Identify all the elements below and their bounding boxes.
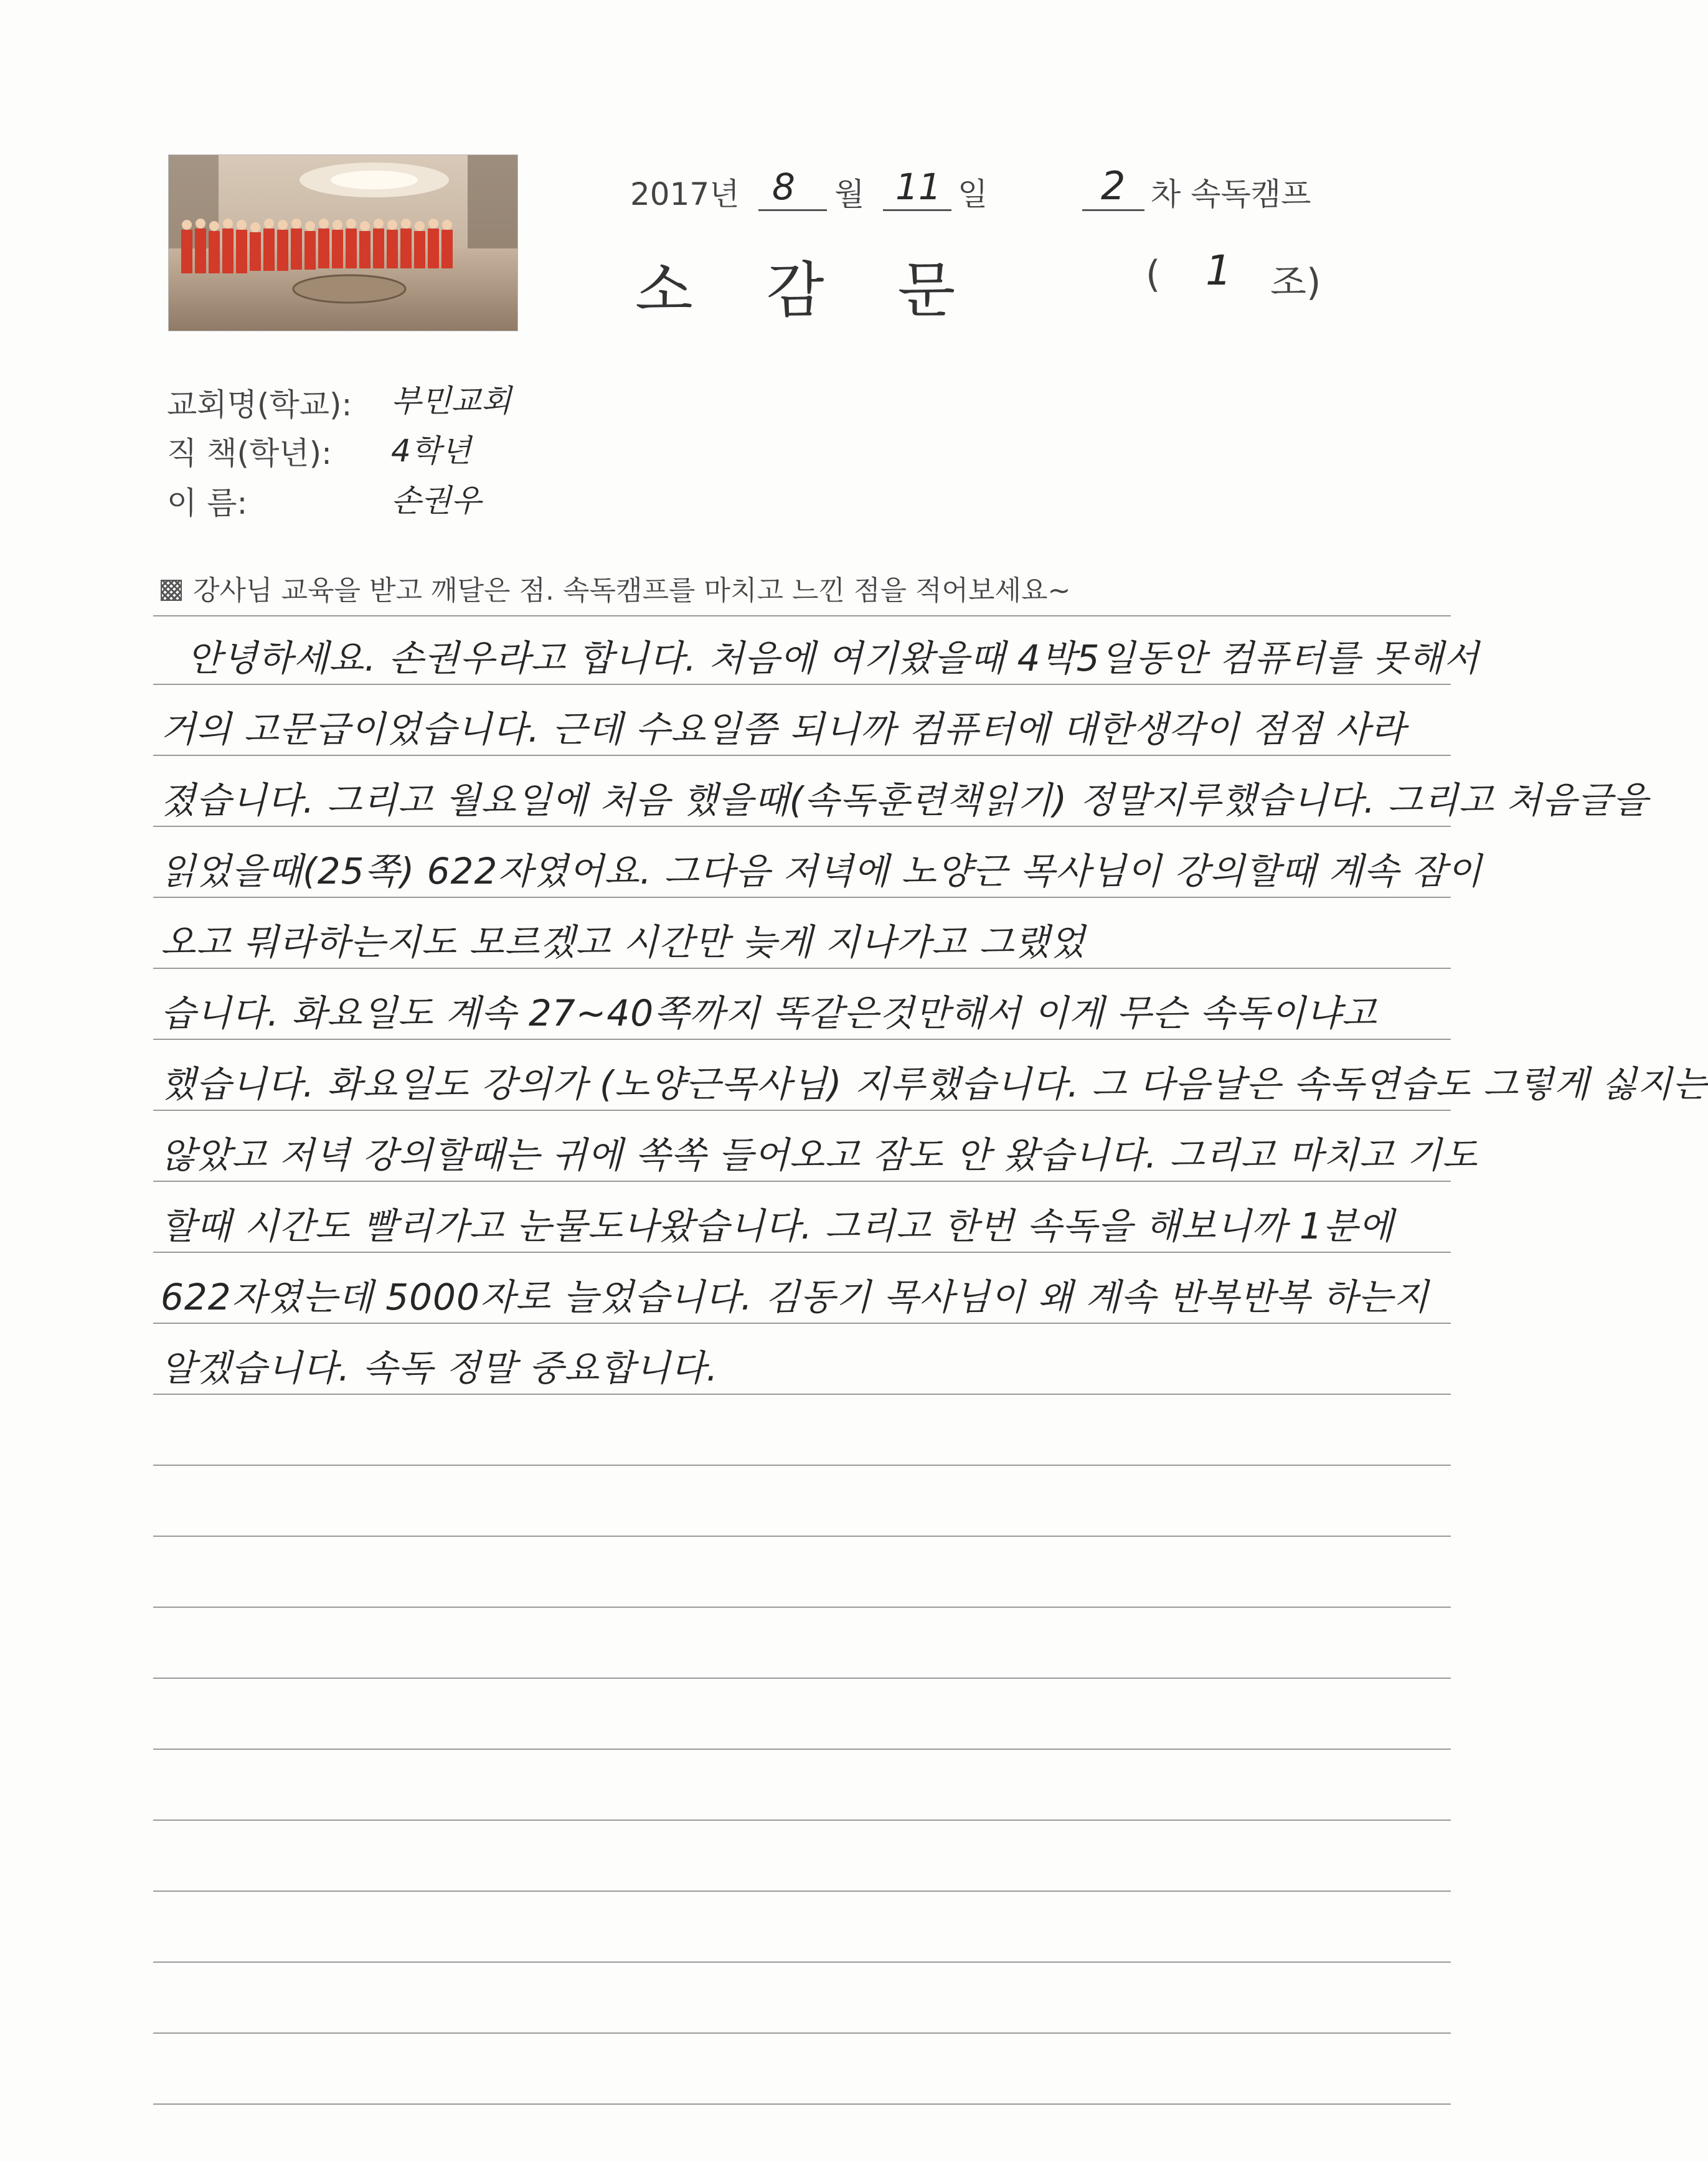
day-label: 일 [958,176,988,212]
essay-line: 거의 고문급이었습니다. 근데 수요일쯤 되니까 컴퓨터에 대한생각이 점점 사라 [161,708,1406,750]
hatched-box-icon [161,580,182,601]
ruled-line [153,1607,1451,1608]
name-label: 이 름: [167,485,248,521]
ruled-line [153,2103,1451,2105]
essay-line: 않았고 저녁 강의할때는 귀에 쏙쏙 들어오고 잠도 안 왔습니다. 그리고 마치고 기도 [161,1134,1478,1176]
ruled-line [153,684,1451,685]
group-open: ( [1146,253,1161,296]
ruled-line [153,1323,1451,1324]
essay-line: 할때 시간도 빨리가고 눈물도나왔습니다. 그리고 한번 속독을 해보니까 1분에 [161,1205,1394,1247]
round-underline [1082,209,1144,211]
round-label: 차 속독캠프 [1151,176,1311,212]
group-value: 1 [1206,247,1232,295]
ruled-line [153,1181,1451,1182]
ruled-line [153,1678,1451,1679]
ruled-line [153,1961,1451,1963]
essay-line: 했습니다. 화요일도 강의가 (노양근목사님) 지루했습니다. 그 다음날은 속독연습도 그렇게 싫지는 [161,1063,1708,1105]
ruled-line [153,2032,1451,2034]
ruled-line [153,1394,1451,1395]
church-value: 부민교회 [391,383,512,419]
month-value: 8 [772,166,795,208]
church-label: 교회명(학교): [167,387,352,423]
group-close: 조) [1270,261,1321,304]
day-underline [883,209,951,211]
document-title [635,243,1029,328]
instruction-text: 강사님 교육을 받고 깨달은 점. 속독캠프를 마치고 느낀 점을 적어보세요~ [193,575,1071,607]
ruled-line [153,1252,1451,1253]
month-label: 월 [834,176,865,212]
round-value: 2 [1101,163,1126,209]
ruled-line [153,1891,1451,1892]
day-value: 11 [895,166,941,208]
name-value: 손권우 [391,483,481,519]
title-char-2: 감 [766,255,824,325]
ruled-line [153,826,1451,827]
essay-line: 읽었을때(25쪽) 622자였어요. 그다음 저녁에 노양근 목사님이 강의할때 계속 잠이 [161,850,1483,892]
group-photo [168,154,518,331]
ruled-line [153,1820,1451,1821]
ruled-line [153,755,1451,756]
essay-line: 오고 뭐라하는지도 모르겠고 시간만 늦게 지나가고 그랬었 [161,921,1086,963]
group-photo-image [169,155,517,331]
year-label: 2017년 [630,176,740,212]
instruction [161,568,1070,608]
month-underline [758,209,827,211]
ruled-line [153,897,1451,898]
ruled-line [153,1465,1451,1466]
position-label: 직 책(학년): [167,435,332,471]
ruled-line [153,1039,1451,1040]
title-char-3: 문 [897,255,956,325]
essay-line: 습니다. 화요일도 계속 27~40쪽까지 똑같은것만해서 이게 무슨 속독이냐고 [161,992,1377,1034]
essay-line: 졌습니다. 그리고 월요일에 처음 했을때(속독훈련책읽기) 정말지루했습니다. 그리고 처음글을 [161,779,1649,821]
ruled-line [153,1749,1451,1750]
essay-line: 알겠습니다. 속독 정말 중요합니다. [161,1347,719,1389]
essay-line: 안녕하세요. 손권우라고 합니다. 처음에 여기왔을때 4박5일동안 컴퓨터를 못해서 [187,637,1479,679]
ruled-line [153,1110,1451,1111]
position-value: 4학년 [391,433,471,469]
essay-line: 622자였는데 5000자로 늘었습니다. 김동기 목사님이 왜 계속 반복반복 하는지 [161,1276,1430,1318]
ruled-line [153,1536,1451,1537]
title-char-1: 소 [635,255,693,325]
ruled-line [153,615,1451,616]
ruled-line [153,968,1451,969]
